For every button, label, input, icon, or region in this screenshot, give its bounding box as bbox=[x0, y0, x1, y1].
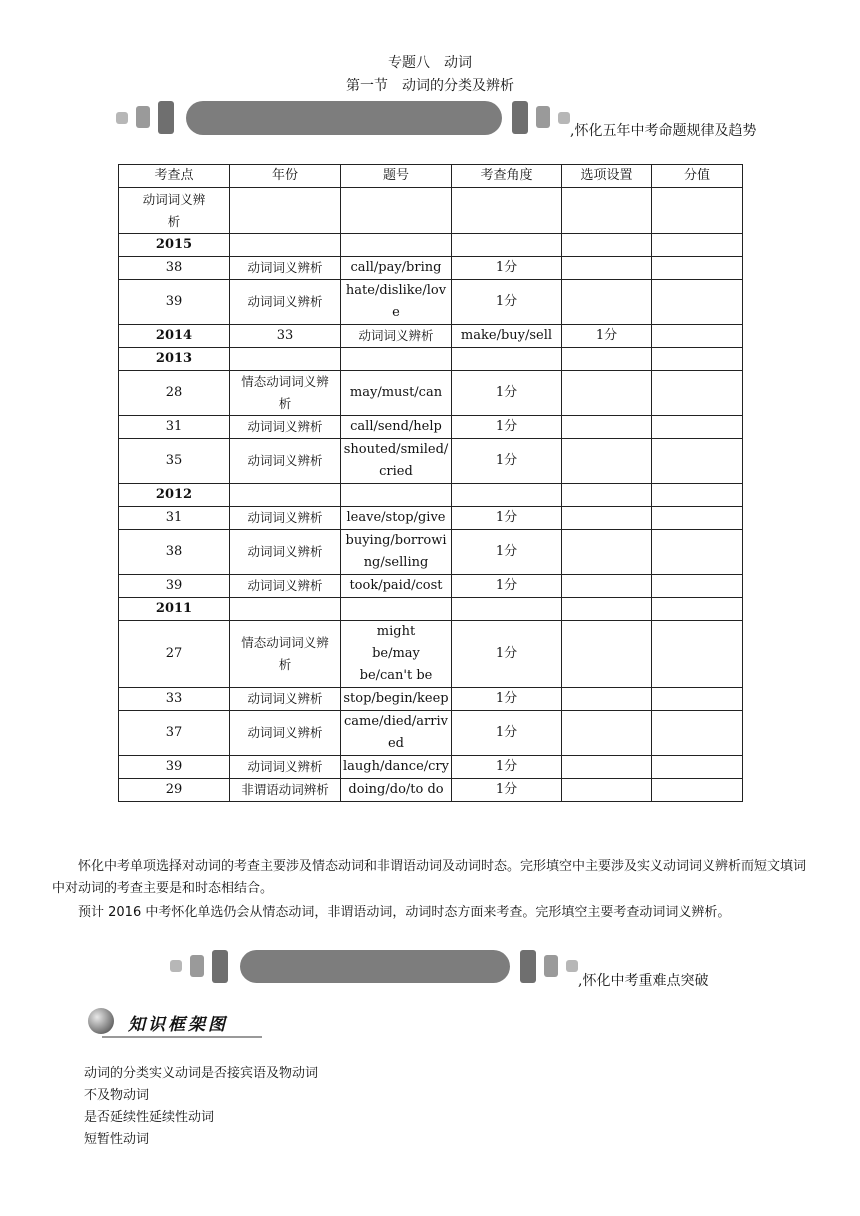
table-cell: 1分 bbox=[452, 416, 562, 439]
table-cell bbox=[452, 484, 562, 507]
banner-square bbox=[566, 960, 578, 972]
table-cell: 1分 bbox=[452, 530, 562, 575]
table-cell: 动词词义辨析 bbox=[341, 325, 452, 348]
table-cell: 动词词义辨析 bbox=[230, 688, 341, 711]
table-cell bbox=[452, 598, 562, 621]
table-cell bbox=[652, 484, 743, 507]
table-cell bbox=[652, 688, 743, 711]
table-cell: 1分 bbox=[562, 325, 652, 348]
table-cell: make/buy/sell bbox=[452, 325, 562, 348]
header-cell: 考查角度 bbox=[452, 165, 562, 188]
table-cell bbox=[452, 188, 562, 234]
table-cell: took/paid/cost bbox=[341, 575, 452, 598]
table-row bbox=[119, 371, 743, 416]
table-row bbox=[119, 325, 743, 348]
table-cell: 31 bbox=[119, 416, 230, 439]
banner-square bbox=[544, 955, 558, 977]
table-cell: 1分 bbox=[452, 711, 562, 756]
table-cell: buying/borrowing/selling bbox=[341, 530, 452, 575]
table-cell: 非谓语动词辨析 bbox=[230, 779, 341, 802]
banner-square bbox=[536, 106, 550, 128]
table-cell: 38 bbox=[119, 530, 230, 575]
table-cell bbox=[652, 439, 743, 484]
table-cell bbox=[562, 621, 652, 688]
table-cell: 39 bbox=[119, 575, 230, 598]
header-cell: 年份 bbox=[230, 165, 341, 188]
table-cell bbox=[341, 234, 452, 257]
framework-line: 不及物动词 bbox=[84, 1088, 150, 1103]
table-cell bbox=[230, 598, 341, 621]
table-cell bbox=[652, 598, 743, 621]
globe-icon bbox=[88, 1008, 114, 1034]
table-cell: 1分 bbox=[452, 621, 562, 688]
table-cell: 动词词义辨析 bbox=[119, 188, 230, 234]
table-row bbox=[119, 711, 743, 756]
table-cell: 39 bbox=[119, 280, 230, 325]
table-cell bbox=[562, 756, 652, 779]
banner-square bbox=[158, 101, 174, 134]
table-cell bbox=[562, 257, 652, 280]
table-cell bbox=[562, 688, 652, 711]
analysis-text: 怀化中考单项选择对动词的考查主要涉及情态动词和非谓语动词及动词时态。完形填空中主要涉及实义动词词义辨析而短文填词中对动词的考查主要是和时态相结合。 bbox=[52, 859, 807, 896]
table-cell bbox=[341, 188, 452, 234]
table-cell: stop/begin/keep bbox=[341, 688, 452, 711]
table-cell: 动词词义辨析 bbox=[230, 507, 341, 530]
table-cell: 动词词义辨析 bbox=[230, 416, 341, 439]
table-row bbox=[119, 439, 743, 484]
table-cell bbox=[652, 234, 743, 257]
table-cell: 28 bbox=[119, 371, 230, 416]
framework-line: 是否延续性延续性动词 bbox=[84, 1110, 215, 1125]
banner-square bbox=[116, 112, 128, 124]
table-cell bbox=[652, 348, 743, 371]
table-cell: doing/do/to do bbox=[341, 779, 452, 802]
table-cell bbox=[230, 188, 341, 234]
banner-square bbox=[212, 950, 228, 983]
banner-square bbox=[136, 106, 150, 128]
year-cell: 2015 bbox=[119, 234, 230, 257]
table-row bbox=[119, 280, 743, 325]
table-cell: 33 bbox=[230, 325, 341, 348]
table-row bbox=[119, 756, 743, 779]
table-cell bbox=[652, 416, 743, 439]
exam-table bbox=[118, 164, 743, 802]
header-cell: 题号 bbox=[341, 165, 452, 188]
table-cell bbox=[341, 348, 452, 371]
banner-bar bbox=[186, 101, 502, 135]
table-cell bbox=[562, 507, 652, 530]
table-cell bbox=[562, 598, 652, 621]
table-cell: came/died/arrived bbox=[341, 711, 452, 756]
table-cell bbox=[562, 280, 652, 325]
table-row bbox=[119, 530, 743, 575]
table-cell bbox=[230, 484, 341, 507]
table-cell: may/must/can bbox=[341, 371, 452, 416]
table-cell: 动词词义辨析 bbox=[230, 439, 341, 484]
table-cell bbox=[652, 621, 743, 688]
page-title: 专题八 动词 bbox=[388, 55, 472, 71]
header-cell: 分值 bbox=[652, 165, 743, 188]
table-cell bbox=[652, 371, 743, 416]
table-cell bbox=[652, 711, 743, 756]
header-cell: 考查点 bbox=[119, 165, 230, 188]
table-cell: 动词词义辨析 bbox=[230, 280, 341, 325]
table-cell bbox=[652, 575, 743, 598]
table-cell bbox=[230, 234, 341, 257]
table-cell: call/pay/bring bbox=[341, 257, 452, 280]
table-header-row bbox=[119, 165, 743, 188]
table-row bbox=[119, 257, 743, 280]
table-cell: 39 bbox=[119, 756, 230, 779]
table-row bbox=[119, 484, 743, 507]
table-cell: laugh/dance/cry bbox=[341, 756, 452, 779]
table-cell bbox=[652, 507, 743, 530]
table-row bbox=[119, 188, 743, 234]
table-cell: 1分 bbox=[452, 575, 562, 598]
table-row bbox=[119, 598, 743, 621]
analysis-paragraph bbox=[52, 856, 812, 900]
table-cell: leave/stop/give bbox=[341, 507, 452, 530]
table-cell: 1分 bbox=[452, 507, 562, 530]
table-cell bbox=[452, 234, 562, 257]
table-cell bbox=[452, 348, 562, 371]
table-cell: call/send/help bbox=[341, 416, 452, 439]
table-cell: 27 bbox=[119, 621, 230, 688]
table-cell: 38 bbox=[119, 257, 230, 280]
table-cell: 动词词义辨析 bbox=[230, 756, 341, 779]
table-cell bbox=[562, 530, 652, 575]
heading-underline bbox=[102, 1036, 262, 1038]
table-cell: shouted/smiled/cried bbox=[341, 439, 452, 484]
table-cell bbox=[562, 416, 652, 439]
table-row bbox=[119, 507, 743, 530]
table-cell: might be/may be/can't be bbox=[341, 621, 452, 688]
year-cell: 2011 bbox=[119, 598, 230, 621]
table-cell: 1分 bbox=[452, 257, 562, 280]
table-cell bbox=[562, 234, 652, 257]
framework-line: 短暂性动词 bbox=[84, 1132, 150, 1147]
table-cell: 37 bbox=[119, 711, 230, 756]
table-cell: 1分 bbox=[452, 371, 562, 416]
table-cell bbox=[562, 575, 652, 598]
table-cell: 动词词义辨析 bbox=[230, 711, 341, 756]
table-cell bbox=[562, 711, 652, 756]
table-cell bbox=[652, 530, 743, 575]
framework-line: 动词的分类实义动词是否接宾语及物动词 bbox=[84, 1066, 319, 1081]
table-cell bbox=[562, 439, 652, 484]
banner-bar bbox=[240, 950, 510, 983]
table-cell bbox=[230, 348, 341, 371]
table-cell bbox=[652, 280, 743, 325]
table-cell bbox=[652, 779, 743, 802]
table-cell: 动词词义辨析 bbox=[230, 575, 341, 598]
table-row bbox=[119, 416, 743, 439]
table-row bbox=[119, 779, 743, 802]
year-cell: 2012 bbox=[119, 484, 230, 507]
table-cell bbox=[562, 371, 652, 416]
table-cell bbox=[652, 325, 743, 348]
table-cell bbox=[562, 348, 652, 371]
table-cell: 情态动词词义辨析 bbox=[230, 621, 341, 688]
table-cell bbox=[341, 598, 452, 621]
banner-square bbox=[512, 101, 528, 134]
table-cell bbox=[562, 188, 652, 234]
table-cell: hate/dislike/love bbox=[341, 280, 452, 325]
table-cell: 动词词义辨析 bbox=[230, 257, 341, 280]
banner-square bbox=[558, 112, 570, 124]
forecast-text: 预计 2016 中考怀化单选仍会从情态动词，非谓语动词，动词时态方面来考查。完形填空主要考查动词词义辨析。 bbox=[78, 905, 731, 920]
banner-square bbox=[520, 950, 536, 983]
table-cell bbox=[562, 484, 652, 507]
knowledge-title: 知识框架图 bbox=[128, 1015, 228, 1035]
table-cell: 31 bbox=[119, 507, 230, 530]
section-title: 第一节 动词的分类及辨析 bbox=[346, 78, 514, 94]
table-row bbox=[119, 621, 743, 688]
table-cell: 1分 bbox=[452, 280, 562, 325]
table-row bbox=[119, 348, 743, 371]
table-cell bbox=[652, 188, 743, 234]
year-cell: 2013 bbox=[119, 348, 230, 371]
banner-square bbox=[170, 960, 182, 972]
table-cell: 35 bbox=[119, 439, 230, 484]
forecast-paragraph bbox=[52, 902, 812, 924]
table-cell bbox=[652, 257, 743, 280]
header-cell: 选项设置 bbox=[562, 165, 652, 188]
table-cell bbox=[562, 779, 652, 802]
banner-label: ,怀化五年中考命题规律及趋势 bbox=[570, 123, 757, 139]
table-row bbox=[119, 234, 743, 257]
table-row bbox=[119, 575, 743, 598]
table-cell: 33 bbox=[119, 688, 230, 711]
table-cell: 1分 bbox=[452, 439, 562, 484]
table-cell: 情态动词词义辨析 bbox=[230, 371, 341, 416]
table-cell bbox=[652, 756, 743, 779]
banner-square bbox=[190, 955, 204, 977]
table-row bbox=[119, 688, 743, 711]
table-cell: 1分 bbox=[452, 688, 562, 711]
table-cell: 动词词义辨析 bbox=[230, 530, 341, 575]
table-cell bbox=[341, 484, 452, 507]
table-cell: 1分 bbox=[452, 756, 562, 779]
table-cell: 29 bbox=[119, 779, 230, 802]
knowledge-framework-heading bbox=[84, 1006, 264, 1040]
banner-label: ,怀化中考重难点突破 bbox=[578, 973, 709, 989]
year-cell: 2014 bbox=[119, 325, 230, 348]
table-cell: 1分 bbox=[452, 779, 562, 802]
